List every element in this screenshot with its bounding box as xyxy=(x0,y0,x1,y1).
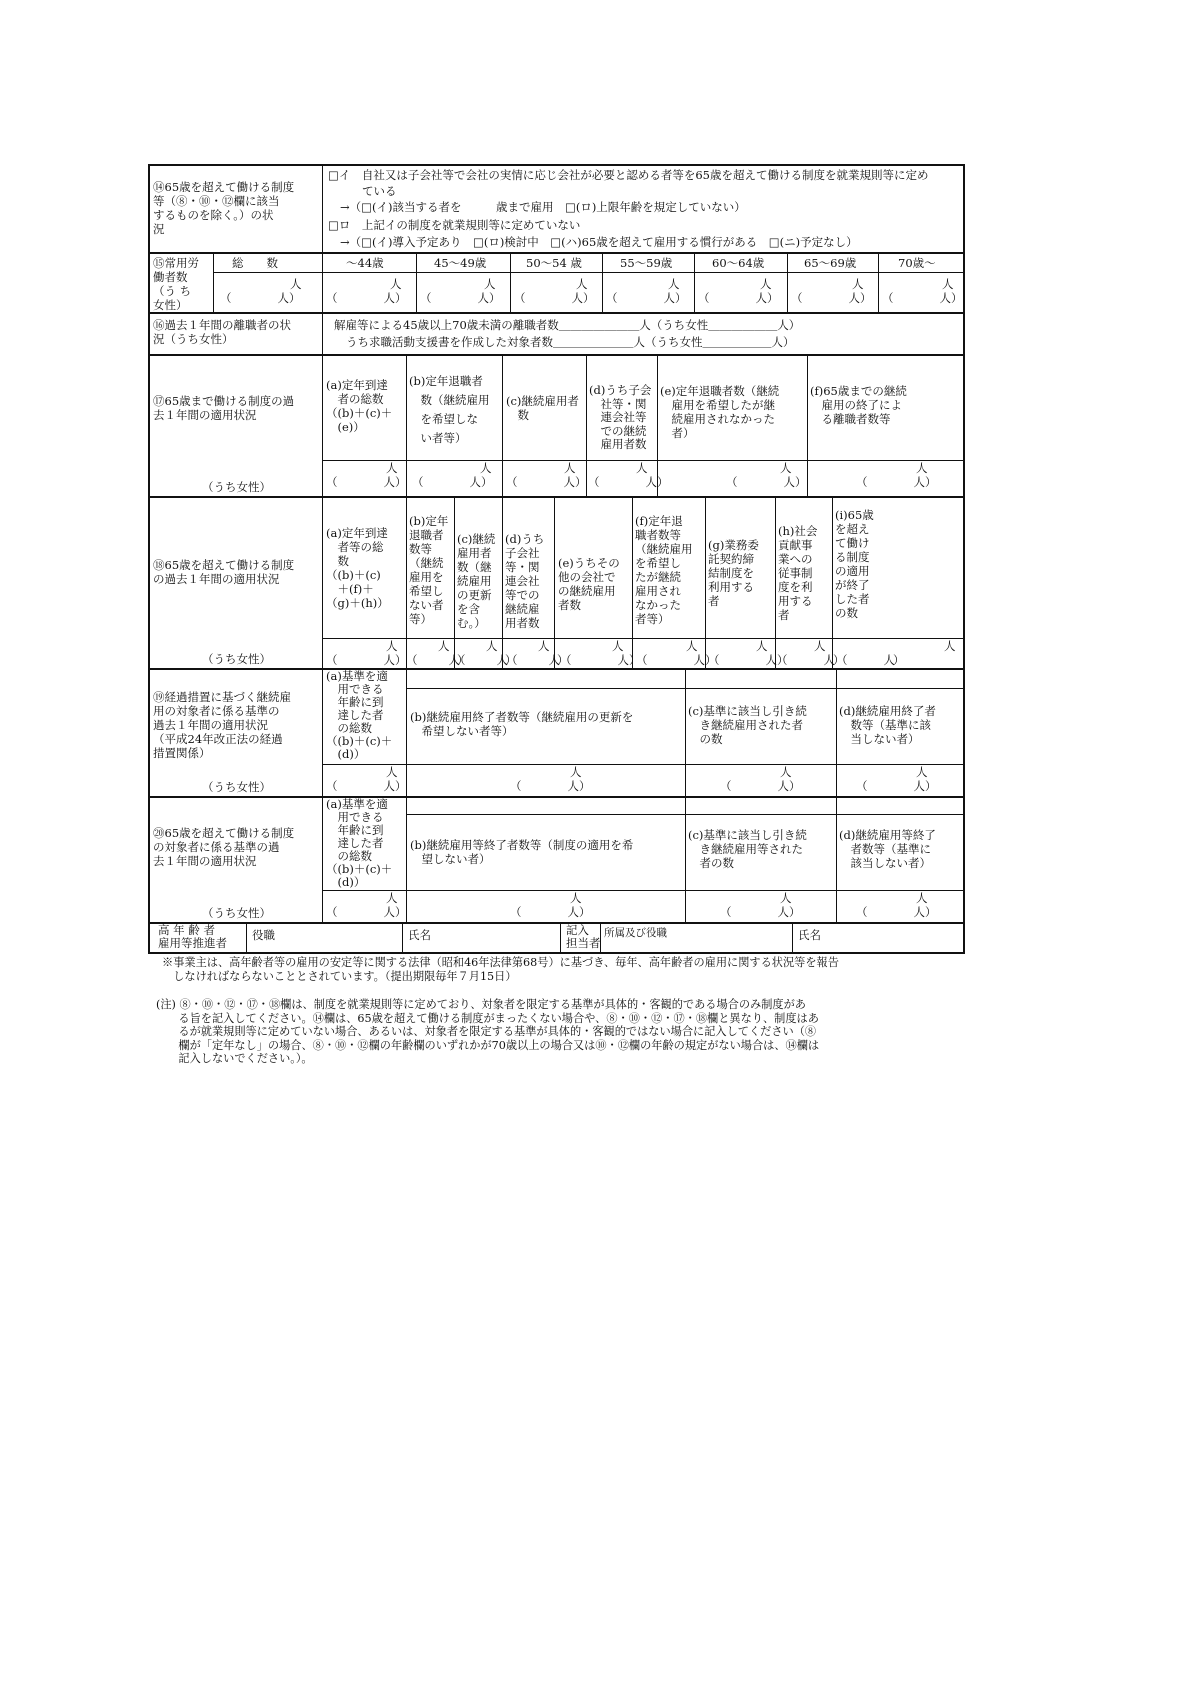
unit: 人 xyxy=(486,639,498,653)
unit-female: （ 人） xyxy=(514,291,595,305)
s15-header-45-49: 45～49歳 xyxy=(434,256,487,270)
unit: 人 xyxy=(942,277,954,291)
female-label: （うち女性） xyxy=(202,480,271,494)
unit-female: （ 人） xyxy=(720,905,801,919)
unit: 人 xyxy=(386,765,398,779)
unit: 人 xyxy=(780,765,792,779)
female-label: （うち女性） xyxy=(202,780,271,794)
unit-female: （ 人） xyxy=(836,653,903,667)
s20-col-b: (b)継続雇用等終了者数等（制度の適用を希 望しない者） xyxy=(410,838,634,866)
entry-person-label: 記入 担当者 xyxy=(566,923,601,950)
s14-option-ro: □ロ 上記イの制度を就業規則等に定めていない xyxy=(328,218,581,232)
promoter-label: 高 年 齢 者 雇用等推進者 xyxy=(158,923,227,950)
unit: 人 xyxy=(916,891,928,905)
unit: 人 xyxy=(538,639,550,653)
unit: 人 xyxy=(852,277,864,291)
unit: 人 xyxy=(760,277,772,291)
s18-col-d: (d)うち 子会社 等・関 連会社 等での 継続雇 用者数 xyxy=(505,532,545,630)
section-16-title: ⑯過去１年間の離職者の状 況（うち女性） xyxy=(153,318,291,346)
unit-female: （ 人） xyxy=(506,475,587,489)
s18-col-e: (e)うちその 他の会社で の継続雇用 者数 xyxy=(558,556,620,612)
unit-female: （ 人） xyxy=(510,779,591,793)
unit-female: （ 人） xyxy=(791,291,872,305)
unit: 人 xyxy=(386,461,398,475)
s18-col-a: (a)定年到達 者等の総 数 （(b)＋(c) ＋(f)＋ （g)＋(h)） xyxy=(326,526,389,610)
unit-female: （ 人） xyxy=(326,905,407,919)
s17-col-f: (f)65歳までの継続 雇用の終了によ る離職者数等 xyxy=(810,384,907,426)
unit: 人 xyxy=(636,461,648,475)
name-label: 氏名 xyxy=(408,928,431,942)
unit: 人 xyxy=(438,639,450,653)
unit-female: （ 人） xyxy=(856,475,937,489)
unit-female: （ 人） xyxy=(708,653,789,667)
unit: 人 xyxy=(564,461,576,475)
s15-header-70: 70歳～ xyxy=(898,256,936,270)
section-18 xyxy=(150,498,963,670)
section-16 xyxy=(150,314,963,356)
unit-female: （ 人） xyxy=(560,653,641,667)
female-label: （うち女性） xyxy=(202,906,271,920)
s14-option-ro-sub: →（□(イ)導入予定あり □(ロ)検討中 □(ハ)65歳を超えて雇用する慣行がある □(ニ)予定なし） xyxy=(340,235,858,249)
s19-col-d: (d)継続雇用終了者 数等（基準に該 当しない者） xyxy=(839,704,936,746)
unit-female: （ 人） xyxy=(326,779,407,793)
s15-header-55-59: 55～59歳 xyxy=(620,256,673,270)
s17-col-a: (a)定年到達 者の総数 （(b)＋(c)＋ (e)） xyxy=(326,378,393,434)
unit-female: （ 人） xyxy=(420,291,501,305)
unit: 人 xyxy=(386,891,398,905)
s14-option-i-cont: ている xyxy=(362,184,397,198)
unit: 人 xyxy=(686,639,698,653)
s14-option-i-sub: →（□(イ)該当する者を 歳まで雇用 □(ロ)上限年齢を規定していない） xyxy=(340,200,746,214)
unit-female: （ 人） xyxy=(726,475,807,489)
s18-col-g: (g)業務委 託契約締 結制度を 利用する 者 xyxy=(708,538,759,608)
s16-line-2: うち求職活動支援書を作成した対象者数＿＿＿＿＿＿＿人（うち女性＿＿＿＿＿＿人） xyxy=(346,335,795,349)
unit: 人 xyxy=(570,765,582,779)
section-20-title: ⑳65歳を超えて働ける制度 の対象者に係る基準の過 去１年間の適用状況 xyxy=(153,826,295,868)
unit: 人 xyxy=(756,639,768,653)
unit-female: （ 人） xyxy=(510,905,591,919)
role-label: 役職 xyxy=(252,928,275,942)
unit: 人 xyxy=(390,277,402,291)
s18-col-h: (h)社会 貢献事 業への 従事制 度を利 用する 者 xyxy=(778,524,818,622)
section-14-title: ⑭65歳を超えて働ける制度 等（⑧・⑩・⑫欄に該当 するものを除く。）の状 況 xyxy=(153,180,295,236)
name-label-2: 氏名 xyxy=(798,928,821,942)
unit-female: （ 人） xyxy=(856,779,937,793)
unit-female: （ 人） xyxy=(454,653,514,667)
s15-header-44: ～44歳 xyxy=(346,256,384,270)
s19-col-b: (b)継続雇用終了者数等（継続雇用の更新を 希望しない者等） xyxy=(410,710,634,738)
section-15-title: ⑮常用労 働者数 （う ち 女性） xyxy=(153,256,199,312)
unit-female: （ 人） xyxy=(882,291,963,305)
section-14 xyxy=(150,166,963,254)
unit-female: （ 人） xyxy=(506,653,566,667)
s20-col-c: (c)基準に該当し引き続 き継続雇用等された 者の数 xyxy=(688,828,807,870)
unit-female: （ 人） xyxy=(636,653,717,667)
unit: 人 xyxy=(484,277,496,291)
unit-female: （ 人） xyxy=(220,291,301,305)
section-17 xyxy=(150,356,963,498)
s20-col-a: (a)基準を適 用できる 年齢に到 達した者 の総数 （(b)＋(c)＋ (d)） xyxy=(326,797,393,889)
unit: 人 xyxy=(780,461,792,475)
unit-female: （ 人） xyxy=(720,779,801,793)
section-20 xyxy=(150,798,963,924)
footer-notice: ※事業主は、高年齢者等の雇用の安定等に関する法律（昭和46年法律第68号）に基づき、毎年、高年齢者の雇用に関する状況等を報告 しなければならないこととされています。（提出期限毎年７月15日） xyxy=(162,956,839,983)
s14-option-i: □イ 自社又は子会社等で会社の実情に応じ会社が必要と認める者等を65歳を超えて働ける制度を就業規則等に定め xyxy=(328,168,929,182)
section-15 xyxy=(150,254,963,314)
s18-col-c: (c)継続 雇用者 数（継 続雇用 の更新 を含 む。） xyxy=(457,532,496,630)
s17-col-d: (d)うち子会 社等・関 連会社等 での継続 雇用者数 xyxy=(589,383,652,451)
s19-col-a: (a)基準を適 用できる 年齢に到 達した者 の総数 （(b)＋(c)＋ (d)） xyxy=(326,669,393,761)
unit-female: （ 人） xyxy=(588,475,669,489)
section-19-title: ⑲経過措置に基づく継続雇 用の対象者に係る基準の 過去１年間の適用状況 （平成24年改正法の経過 措置関係） xyxy=(153,690,291,760)
unit-female: （ 人） xyxy=(326,291,407,305)
unit: 人 xyxy=(570,891,582,905)
unit: 人 xyxy=(290,277,302,291)
s18-col-i: (i)65歳 を超え て働け る制度 の適用 が終了 した者 の数 xyxy=(835,508,874,620)
unit-female: （ 人） xyxy=(326,475,407,489)
unit: 人 xyxy=(576,277,588,291)
unit-female: （ 人） xyxy=(406,653,466,667)
s16-line-1: 解雇等による45歳以上70歳未満の離職者数＿＿＿＿＿＿＿人（うち女性＿＿＿＿＿＿人） xyxy=(334,318,801,332)
dept-role-label: 所属及び役職 xyxy=(604,927,667,939)
s17-col-b: (b)定年退職者 数（継続雇用 を希望しな い者等） xyxy=(409,374,490,445)
unit-female: （ 人） xyxy=(856,905,937,919)
unit: 人 xyxy=(944,639,956,653)
s18-col-b: (b)定年 退職者 数等 （継続 雇用を 希望し ない者 等） xyxy=(409,514,449,626)
s17-col-e: (e)定年退職者数（継続 雇用を希望したが継 続雇用されなかった 者） xyxy=(660,384,780,440)
s20-col-d: (d)継続雇用等終了 者数等（基準に 該当しない者） xyxy=(839,828,936,870)
unit: 人 xyxy=(916,765,928,779)
unit-female: （ 人） xyxy=(776,653,843,667)
section-18-title: ⑱65歳を超えて働ける制度 の過去１年間の適用状況 xyxy=(153,558,295,586)
s15-header-total: 総 数 xyxy=(232,256,278,270)
unit: 人 xyxy=(814,639,826,653)
unit: 人 xyxy=(668,277,680,291)
unit: 人 xyxy=(386,639,398,653)
section-19 xyxy=(150,670,963,798)
s15-header-65-69: 65～69歳 xyxy=(804,256,857,270)
signature-row xyxy=(150,924,963,952)
unit-female: （ 人） xyxy=(698,291,779,305)
section-17-title: ⑰65歳まで働ける制度の過 去１年間の適用状況 xyxy=(153,394,295,422)
s18-col-f: (f)定年退 職者数等 （継続雇用 を希望し たが継続 雇用され なかった 者等） xyxy=(635,514,693,626)
s15-header-60-64: 60～64歳 xyxy=(712,256,765,270)
female-label: （うち女性） xyxy=(202,652,271,666)
unit-female: （ 人） xyxy=(606,291,687,305)
unit-female: （ 人） xyxy=(326,653,407,667)
unit: 人 xyxy=(480,461,492,475)
s19-col-c: (c)基準に該当し引き続 き継続雇用された者 の数 xyxy=(688,704,807,746)
footer-note: (注) ⑧・⑩・⑫・⑰・⑱欄は、制度を就業規則等に定めており、対象者を限定する基準が具体的・客観的である場合のみ制度があ る旨を記入してください。⑭欄は、65歳を超えて働ける制度がまったくない場合や、⑧・⑩・⑫・⑰・⑱欄と異なり、制度はあ るが就業規則等に定めていない場合、あるいは、対象者を限定する基準が具体的・客観的ではない場合に記入してください（⑧ 欄が「定年なし」の場合、⑧・⑩・⑫欄の年齢欄のいずれかが70歳以上の場合又は⑩・⑫欄の年齢の規定がない場合は、⑭欄は 記入しないでください。）。 xyxy=(156,998,820,1066)
report-form xyxy=(148,164,965,954)
unit: 人 xyxy=(780,891,792,905)
unit: 人 xyxy=(612,639,624,653)
s17-col-c: (c)継続雇用者 数 xyxy=(506,394,579,422)
unit: 人 xyxy=(916,461,928,475)
unit-female: （ 人） xyxy=(412,475,493,489)
s15-header-50-54: 50～54 歳 xyxy=(526,256,582,270)
